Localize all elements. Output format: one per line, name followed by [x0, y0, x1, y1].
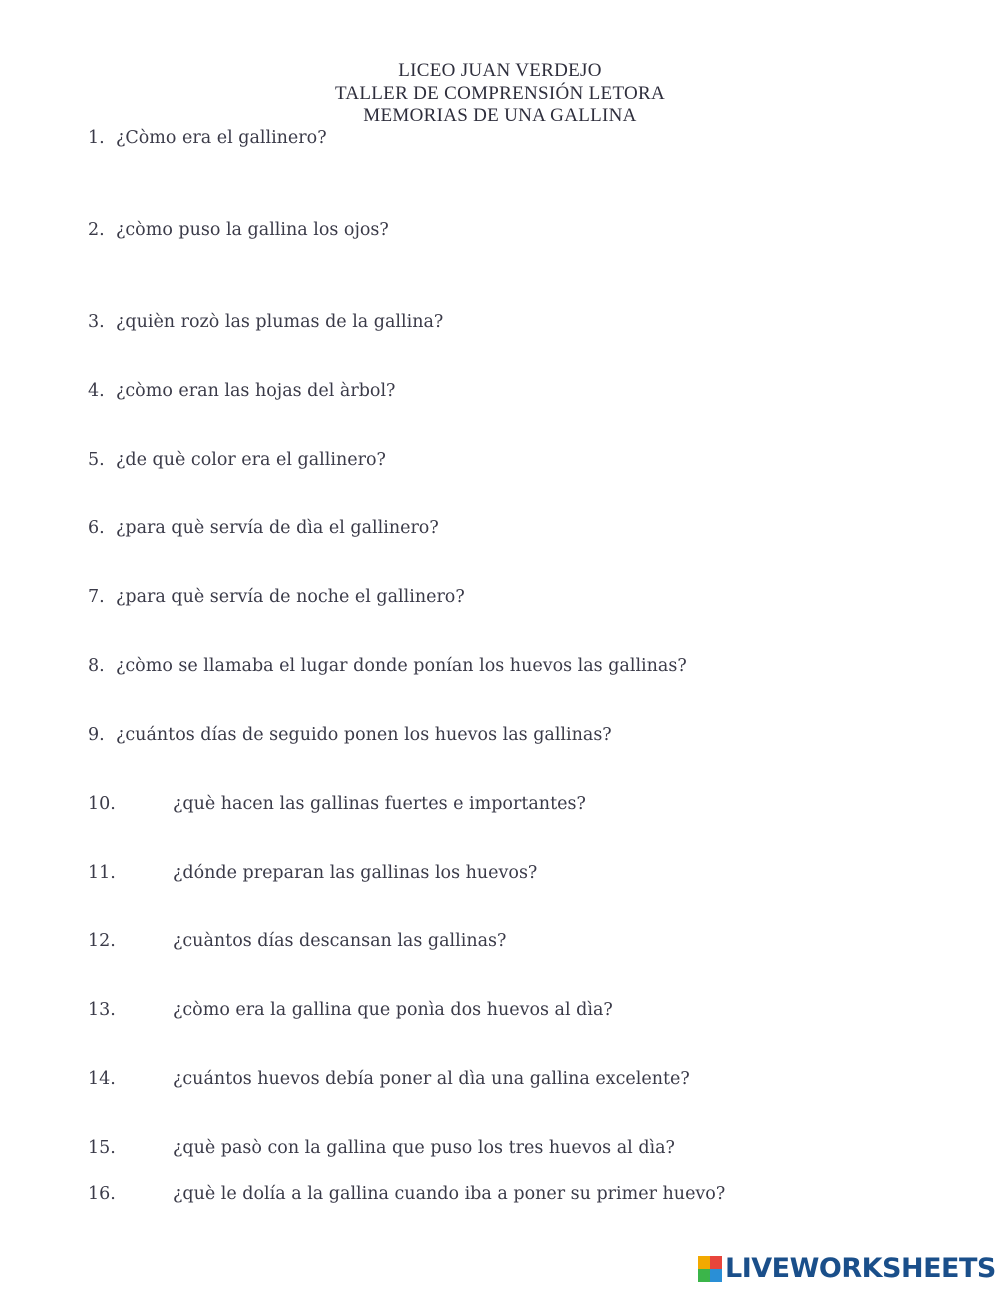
question-7	[88, 587, 465, 607]
question-9	[88, 725, 612, 745]
question-number: 3.	[88, 312, 105, 332]
question-text: ¿de què color era el gallinero?	[116, 450, 386, 470]
liveworksheets-watermark	[698, 1254, 996, 1284]
question-text: ¿còmo puso la gallina los ojos?	[116, 220, 389, 240]
story-title: MEMORIAS DE UNA GALLINA	[363, 105, 637, 126]
question-12	[88, 931, 506, 951]
question-10	[88, 794, 586, 814]
question-text: ¿dónde preparan las gallinas los huevos?	[173, 863, 538, 883]
question-1	[88, 128, 327, 148]
question-text: ¿què pasò con la gallina que puso los tres huevos al dìa?	[173, 1138, 675, 1158]
question-2	[88, 220, 389, 240]
question-number: 5.	[88, 450, 105, 470]
question-13	[88, 1000, 613, 1020]
question-number: 14.	[88, 1069, 116, 1089]
logo-square-l	[698, 1256, 710, 1269]
question-8	[88, 656, 687, 676]
question-text: ¿cuántos días de seguido ponen los huevos las gallinas?	[116, 725, 612, 745]
question-text: ¿còmo se llamaba el lugar donde ponían los huevos las gallinas?	[116, 656, 687, 676]
question-text: ¿para què servía de noche el gallinero?	[116, 587, 465, 607]
question-number: 12.	[88, 931, 116, 951]
question-14	[88, 1069, 690, 1089]
question-text: ¿còmo eran las hojas del àrbol?	[116, 381, 396, 401]
logo-square-i	[710, 1256, 722, 1269]
question-number: 2.	[88, 220, 105, 240]
question-16	[88, 1184, 725, 1204]
question-number: 13.	[88, 1000, 116, 1020]
question-number: 6.	[88, 518, 105, 538]
question-text: ¿Còmo era el gallinero?	[116, 128, 327, 148]
logo-square-e	[710, 1269, 722, 1282]
question-number: 8.	[88, 656, 105, 676]
question-text: ¿què le dolía a la gallina cuando iba a poner su primer huevo?	[173, 1184, 726, 1204]
question-11	[88, 863, 537, 883]
liveworksheets-text: LIVEWORKSHEETS	[725, 1253, 996, 1284]
question-number: 9.	[88, 725, 105, 745]
workshop-title: TALLER DE COMPRENSIÓN LETORA	[334, 83, 666, 104]
question-number: 4.	[88, 381, 105, 401]
question-text: ¿para què servía de dìa el gallinero?	[116, 518, 439, 538]
question-6	[88, 518, 439, 538]
question-number: 1.	[88, 128, 105, 148]
question-text: ¿cuàntos días descansan las gallinas?	[173, 931, 507, 951]
question-text: ¿cuántos huevos debía poner al dìa una gallina excelente?	[173, 1069, 690, 1089]
question-3	[88, 312, 443, 332]
question-text: ¿quièn rozò las plumas de la gallina?	[116, 312, 444, 332]
question-5	[88, 450, 386, 470]
school-name: LICEO JUAN VERDEJO	[398, 60, 602, 81]
question-number: 11.	[88, 863, 116, 883]
question-4	[88, 381, 395, 401]
question-number: 10.	[88, 794, 116, 814]
question-number: 16.	[88, 1184, 116, 1204]
question-number: 7.	[88, 587, 105, 607]
question-number: 15.	[88, 1138, 116, 1158]
question-text: ¿còmo era la gallina que ponìa dos huevos al dìa?	[173, 1000, 613, 1020]
liveworksheets-logo-icon	[698, 1256, 722, 1282]
question-15	[88, 1138, 675, 1158]
logo-square-v	[698, 1269, 710, 1282]
question-text: ¿què hacen las gallinas fuertes e importantes?	[173, 794, 586, 814]
